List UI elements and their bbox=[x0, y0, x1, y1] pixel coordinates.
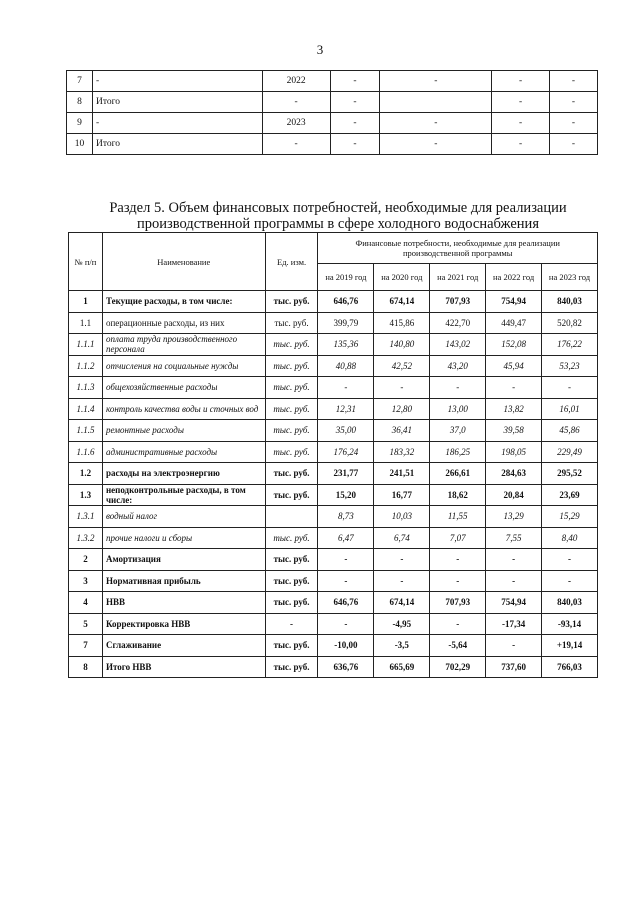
table-row bbox=[69, 463, 598, 485]
table-cell: 2022 bbox=[262, 71, 330, 92]
row-unit: тыс. руб. bbox=[265, 570, 318, 592]
row-unit: тыс. руб. bbox=[265, 377, 318, 399]
row-value: - bbox=[318, 377, 374, 399]
row-value: 143,02 bbox=[430, 334, 486, 356]
table-cell: - bbox=[550, 134, 598, 155]
table-cell: - bbox=[262, 92, 330, 113]
table-cell: - bbox=[492, 134, 550, 155]
row-name: Корректировка НВВ bbox=[102, 613, 265, 635]
row-unit: - bbox=[265, 613, 318, 635]
row-unit: тыс. руб. bbox=[265, 635, 318, 657]
row-value: +19,14 bbox=[542, 635, 598, 657]
row-name: Нормативная прибыль bbox=[102, 570, 265, 592]
table-cell: 9 bbox=[67, 113, 93, 134]
row-number: 1.1.1 bbox=[69, 334, 103, 356]
table-row bbox=[69, 420, 598, 442]
row-value: 43,20 bbox=[430, 355, 486, 377]
row-value: 23,69 bbox=[542, 484, 598, 506]
row-value: 186,25 bbox=[430, 441, 486, 463]
header-number: № п/п bbox=[69, 233, 103, 291]
table-row bbox=[69, 291, 598, 313]
row-value: - bbox=[542, 377, 598, 399]
table-row bbox=[69, 506, 598, 528]
row-number: 8 bbox=[69, 656, 103, 678]
header-group: Финансовые потребности, необходимые для реализации производственной программы bbox=[318, 233, 598, 264]
row-value: 16,01 bbox=[542, 398, 598, 420]
page-number: 3 bbox=[316, 42, 324, 57]
row-value: 35,00 bbox=[318, 420, 374, 442]
table-cell: - bbox=[262, 134, 330, 155]
row-value: 198,05 bbox=[486, 441, 542, 463]
row-number: 2 bbox=[69, 549, 103, 571]
row-value: - bbox=[430, 570, 486, 592]
row-unit: тыс. руб. bbox=[265, 291, 318, 313]
row-value: 674,14 bbox=[374, 291, 430, 313]
row-value: 20,84 bbox=[486, 484, 542, 506]
row-number: 1.2 bbox=[69, 463, 103, 485]
table-row bbox=[69, 484, 598, 506]
row-value: 42,52 bbox=[374, 355, 430, 377]
table-cell: - bbox=[330, 134, 380, 155]
table-row bbox=[69, 635, 598, 657]
table-cell: 8 bbox=[67, 92, 93, 113]
row-unit: тыс. руб. bbox=[265, 441, 318, 463]
row-value: - bbox=[374, 377, 430, 399]
table-cell: - bbox=[492, 113, 550, 134]
row-value: -3,5 bbox=[374, 635, 430, 657]
row-value: - bbox=[542, 549, 598, 571]
row-name: операционные расходы, из них bbox=[102, 312, 265, 334]
table-row bbox=[69, 334, 598, 356]
row-name: неподконтрольные расходы, в том числе: bbox=[102, 484, 265, 506]
row-name: административные расходы bbox=[102, 441, 265, 463]
row-value: 646,76 bbox=[318, 291, 374, 313]
row-value: 754,94 bbox=[486, 291, 542, 313]
row-unit: тыс. руб. bbox=[265, 527, 318, 549]
row-value: 295,52 bbox=[542, 463, 598, 485]
row-value: - bbox=[430, 377, 486, 399]
row-unit: тыс. руб. bbox=[265, 312, 318, 334]
row-value: 266,61 bbox=[430, 463, 486, 485]
row-value: 12,80 bbox=[374, 398, 430, 420]
table-cell: - bbox=[550, 71, 598, 92]
row-value: 422,70 bbox=[430, 312, 486, 334]
table-cell: - bbox=[550, 92, 598, 113]
row-value: - bbox=[430, 613, 486, 635]
table-cell: Итого bbox=[92, 134, 262, 155]
table-row bbox=[69, 549, 598, 571]
table-cell: - bbox=[492, 71, 550, 92]
table-cell: 10 bbox=[67, 134, 93, 155]
row-value: 284,63 bbox=[486, 463, 542, 485]
row-unit: тыс. руб. bbox=[265, 592, 318, 614]
header-unit: Ед. изм. bbox=[265, 233, 318, 291]
table-row bbox=[69, 656, 598, 678]
header-year: на 2021 год bbox=[430, 264, 486, 291]
row-value: -93,14 bbox=[542, 613, 598, 635]
row-value: -5,64 bbox=[430, 635, 486, 657]
row-name: контроль качества воды и сточных вод bbox=[102, 398, 265, 420]
row-number: 1.1 bbox=[69, 312, 103, 334]
financial-needs-table bbox=[68, 232, 598, 678]
row-value: 45,86 bbox=[542, 420, 598, 442]
row-value: -4,95 bbox=[374, 613, 430, 635]
row-value: 10,03 bbox=[374, 506, 430, 528]
table-cell: - bbox=[492, 92, 550, 113]
table-row bbox=[69, 441, 598, 463]
row-value: 15,20 bbox=[318, 484, 374, 506]
row-number: 7 bbox=[69, 635, 103, 657]
row-value: 840,03 bbox=[542, 291, 598, 313]
row-unit: тыс. руб. bbox=[265, 656, 318, 678]
row-value: - bbox=[486, 570, 542, 592]
row-value: 665,69 bbox=[374, 656, 430, 678]
row-value: - bbox=[374, 570, 430, 592]
row-value: 399,79 bbox=[318, 312, 374, 334]
row-value: 707,93 bbox=[430, 592, 486, 614]
row-value: 13,29 bbox=[486, 506, 542, 528]
table-row bbox=[67, 134, 598, 155]
row-value: 754,94 bbox=[486, 592, 542, 614]
row-name: расходы на электроэнергию bbox=[102, 463, 265, 485]
row-value: 40,88 bbox=[318, 355, 374, 377]
table-cell: - bbox=[92, 71, 262, 92]
row-value: 36,41 bbox=[374, 420, 430, 442]
row-value: 231,77 bbox=[318, 463, 374, 485]
row-unit: тыс. руб. bbox=[265, 420, 318, 442]
table-row bbox=[69, 570, 598, 592]
table-row bbox=[67, 71, 598, 92]
row-value: 702,29 bbox=[430, 656, 486, 678]
table-cell: 7 bbox=[67, 71, 93, 92]
row-name: Итого НВВ bbox=[102, 656, 265, 678]
row-value: 37,0 bbox=[430, 420, 486, 442]
row-value: 229,49 bbox=[542, 441, 598, 463]
row-value: 183,32 bbox=[374, 441, 430, 463]
row-value: 53,23 bbox=[542, 355, 598, 377]
row-number: 1.3.2 bbox=[69, 527, 103, 549]
header-year: на 2019 год bbox=[318, 264, 374, 291]
row-value: 152,08 bbox=[486, 334, 542, 356]
row-name: Амортизация bbox=[102, 549, 265, 571]
table-row bbox=[67, 113, 598, 134]
row-value: 39,58 bbox=[486, 420, 542, 442]
continuation-table bbox=[66, 70, 598, 155]
table-row bbox=[69, 613, 598, 635]
row-unit: тыс. руб. bbox=[265, 549, 318, 571]
row-value: 6,74 bbox=[374, 527, 430, 549]
row-value: 520,82 bbox=[542, 312, 598, 334]
table-row bbox=[69, 592, 598, 614]
row-number: 4 bbox=[69, 592, 103, 614]
row-name: НВВ bbox=[102, 592, 265, 614]
row-unit bbox=[265, 506, 318, 528]
row-name: общехозяйственные расходы bbox=[102, 377, 265, 399]
row-number: 1.1.2 bbox=[69, 355, 103, 377]
table-cell: Итого bbox=[92, 92, 262, 113]
row-name: Сглаживание bbox=[102, 635, 265, 657]
row-value: 766,03 bbox=[542, 656, 598, 678]
row-value: 241,51 bbox=[374, 463, 430, 485]
row-value: 449,47 bbox=[486, 312, 542, 334]
table-cell: - bbox=[380, 71, 492, 92]
table-cell: - bbox=[380, 113, 492, 134]
row-value: 176,22 bbox=[542, 334, 598, 356]
row-name: водный налог bbox=[102, 506, 265, 528]
row-value: 636,76 bbox=[318, 656, 374, 678]
row-value: -17,34 bbox=[486, 613, 542, 635]
table-cell: - bbox=[330, 92, 380, 113]
row-number: 1.3.1 bbox=[69, 506, 103, 528]
table-row bbox=[67, 92, 598, 113]
row-value: 135,36 bbox=[318, 334, 374, 356]
row-name: прочие налоги и сборы bbox=[102, 527, 265, 549]
row-value: - bbox=[318, 549, 374, 571]
header-name: Наименование bbox=[102, 233, 265, 291]
row-name: Текущие расходы, в том числе: bbox=[102, 291, 265, 313]
header-year: на 2022 год bbox=[486, 264, 542, 291]
table-cell: - bbox=[330, 113, 380, 134]
row-name: ремонтные расходы bbox=[102, 420, 265, 442]
row-value: 7,55 bbox=[486, 527, 542, 549]
table-cell: - bbox=[550, 113, 598, 134]
table-cell: - bbox=[330, 71, 380, 92]
table-cell: - bbox=[380, 134, 492, 155]
row-unit: тыс. руб. bbox=[265, 484, 318, 506]
row-value: - bbox=[486, 549, 542, 571]
row-value: - bbox=[318, 613, 374, 635]
row-value: - bbox=[542, 570, 598, 592]
table-row bbox=[69, 377, 598, 399]
table-cell: - bbox=[92, 113, 262, 134]
row-unit: тыс. руб. bbox=[265, 463, 318, 485]
row-value: 13,82 bbox=[486, 398, 542, 420]
row-value: 415,86 bbox=[374, 312, 430, 334]
row-unit: тыс. руб. bbox=[265, 334, 318, 356]
row-value: - bbox=[374, 549, 430, 571]
row-number: 1.1.6 bbox=[69, 441, 103, 463]
row-number: 1.3 bbox=[69, 484, 103, 506]
row-number: 1.1.5 bbox=[69, 420, 103, 442]
row-value: 840,03 bbox=[542, 592, 598, 614]
row-value: 707,93 bbox=[430, 291, 486, 313]
row-unit: тыс. руб. bbox=[265, 398, 318, 420]
row-value: 12,31 bbox=[318, 398, 374, 420]
row-value: 737,60 bbox=[486, 656, 542, 678]
header-year: на 2023 год bbox=[542, 264, 598, 291]
row-value: 674,14 bbox=[374, 592, 430, 614]
row-value: - bbox=[486, 377, 542, 399]
row-value: 45,94 bbox=[486, 355, 542, 377]
row-value: 16,77 bbox=[374, 484, 430, 506]
row-value: 646,76 bbox=[318, 592, 374, 614]
row-value: 8,40 bbox=[542, 527, 598, 549]
table-cell: 2023 bbox=[262, 113, 330, 134]
row-number: 1.1.3 bbox=[69, 377, 103, 399]
row-value: - bbox=[486, 635, 542, 657]
row-value: 13,00 bbox=[430, 398, 486, 420]
table-cell bbox=[380, 92, 492, 113]
row-value: - bbox=[318, 570, 374, 592]
row-value: 11,55 bbox=[430, 506, 486, 528]
row-name: отчисления на социальные нужды bbox=[102, 355, 265, 377]
row-value: 7,07 bbox=[430, 527, 486, 549]
row-value: 6,47 bbox=[318, 527, 374, 549]
row-value: 176,24 bbox=[318, 441, 374, 463]
row-value: 140,80 bbox=[374, 334, 430, 356]
row-value: 15,29 bbox=[542, 506, 598, 528]
row-value: 18,62 bbox=[430, 484, 486, 506]
row-unit: тыс. руб. bbox=[265, 355, 318, 377]
row-number: 1.1.4 bbox=[69, 398, 103, 420]
row-number: 1 bbox=[69, 291, 103, 313]
header-year: на 2020 год bbox=[374, 264, 430, 291]
row-name: оплата труда производственного персонала bbox=[102, 334, 265, 356]
table-row bbox=[69, 312, 598, 334]
table-row bbox=[69, 398, 598, 420]
row-number: 3 bbox=[69, 570, 103, 592]
row-value: -10,00 bbox=[318, 635, 374, 657]
row-number: 5 bbox=[69, 613, 103, 635]
row-value: 8,73 bbox=[318, 506, 374, 528]
table-row bbox=[69, 355, 598, 377]
row-value: - bbox=[430, 549, 486, 571]
section-title: Раздел 5. Объем финансовых потребностей, необходимые для реализации производственной программы в сфере холодного водоснабжения bbox=[109, 200, 567, 232]
table-row bbox=[69, 527, 598, 549]
